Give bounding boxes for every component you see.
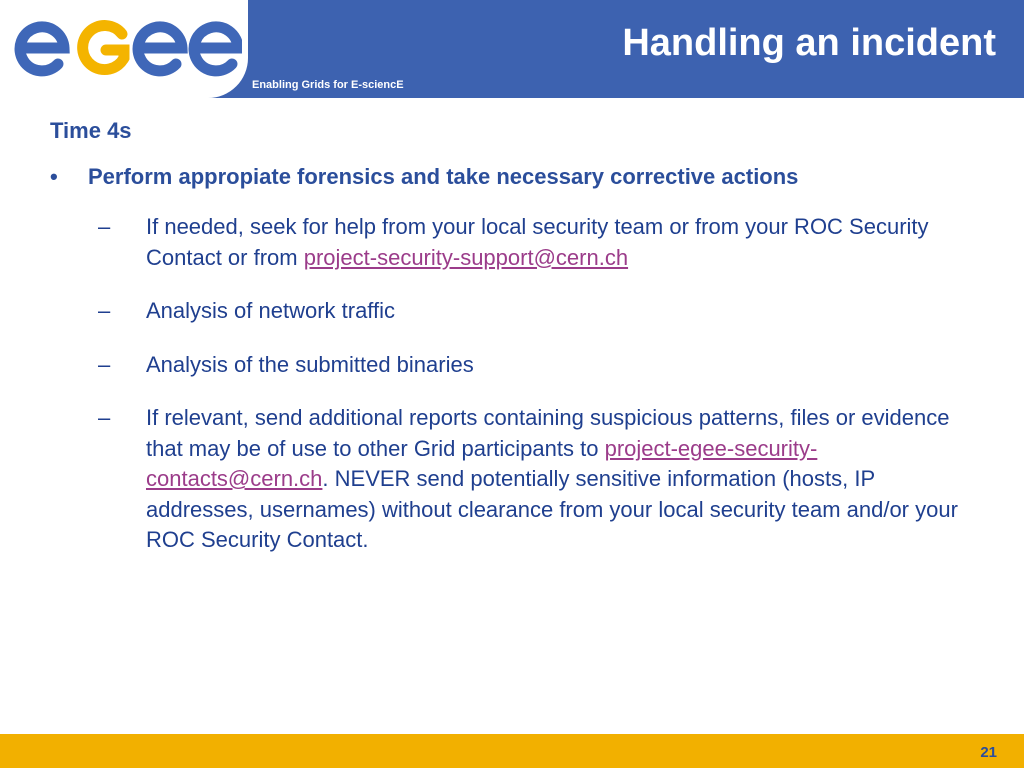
sub-item-binaries bbox=[98, 350, 990, 381]
sub-item-text: Analysis of network traffic bbox=[146, 298, 396, 323]
slide-header bbox=[0, 0, 1024, 100]
dash-icon: – bbox=[98, 405, 111, 430]
email-link-support[interactable]: project-security-support@cern.ch bbox=[303, 244, 629, 270]
slide-title: Handling an incident bbox=[622, 22, 996, 64]
sub-item-network bbox=[98, 296, 990, 327]
sub-item-help bbox=[98, 212, 990, 273]
page-number: 21 bbox=[980, 744, 997, 761]
main-bullet-text: Perform appropiate forensics and take necessary corrective actions bbox=[88, 164, 799, 189]
dash-icon: – bbox=[98, 214, 111, 239]
sub-item-reports bbox=[98, 403, 990, 556]
egee-logo bbox=[14, 14, 242, 83]
slide-footer bbox=[0, 734, 1024, 768]
main-bullet bbox=[50, 162, 990, 192]
sub-item-text-after: . NEVER send potentially sensitive information (hosts, IP addresses, usernames) without clearance from your local security team and/or your ROC Security Contact. bbox=[146, 466, 958, 552]
time-label: Time 4s bbox=[50, 118, 132, 143]
sub-item-text-before: If needed, seek for help from your local security team or from your ROC Security Contact or from bbox=[146, 214, 929, 270]
sub-item-text: Analysis of the submitted binaries bbox=[146, 351, 474, 377]
sub-item-text bbox=[146, 212, 986, 273]
dash-icon: – bbox=[98, 298, 111, 323]
bullet-dot-icon: • bbox=[50, 164, 58, 189]
dash-icon: – bbox=[98, 351, 111, 377]
sub-item-text-before: If relevant, send additional reports containing suspicious patterns, files or evidence that may be of use to other Grid participants to bbox=[146, 405, 950, 461]
sub-item-text bbox=[146, 403, 986, 556]
sub-list bbox=[98, 212, 990, 556]
slide-content bbox=[50, 118, 990, 579]
egee-logo-icon bbox=[14, 14, 242, 78]
email-link-contacts[interactable]: project-egee-security-contacts@cern.ch bbox=[146, 435, 818, 491]
tagline: Enabling Grids for E-sciencE bbox=[252, 79, 404, 91]
